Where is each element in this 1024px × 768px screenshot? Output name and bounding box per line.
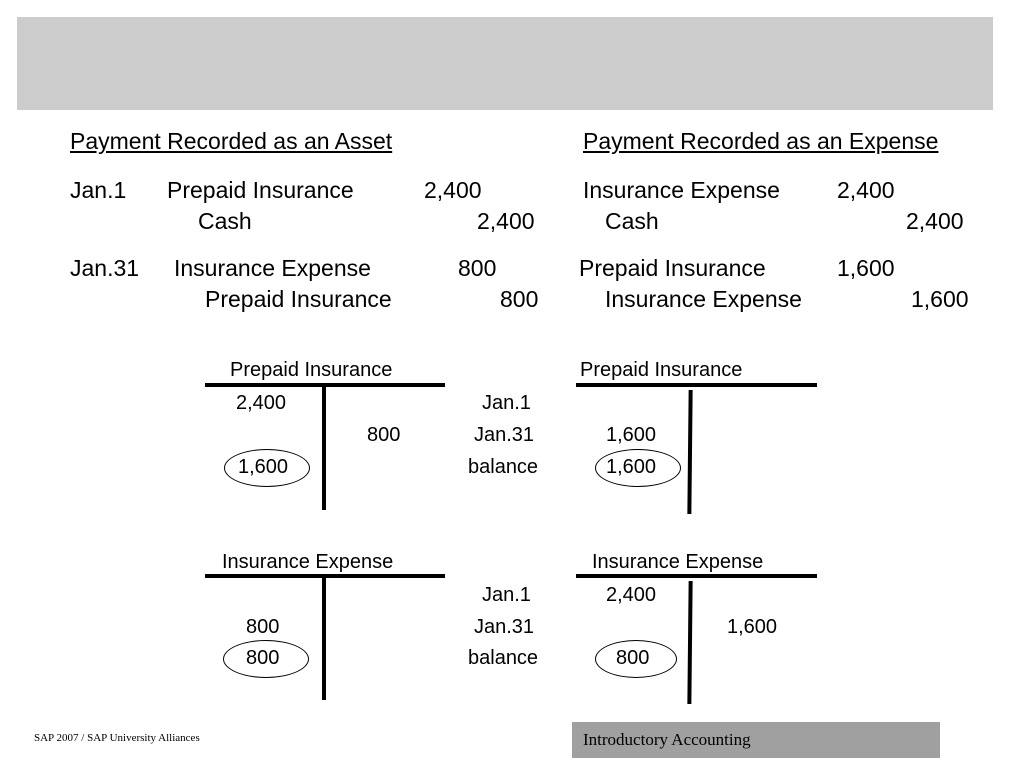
t-balance: 800 [246, 647, 280, 669]
t-account-divider [687, 390, 692, 514]
t-balance: 800 [616, 647, 650, 669]
asset-jan31-debit-account: Insurance Expense [174, 255, 371, 281]
asset-jan31-date: Jan.31 [70, 255, 140, 281]
row-label-balance: balance [468, 647, 539, 669]
t-account-divider [322, 578, 326, 700]
t-account-divider [322, 385, 326, 510]
asset-heading: Payment Recorded as an Asset [70, 128, 393, 154]
footer-credit: SAP 2007 / SAP University Alliances [34, 732, 200, 744]
row-label-jan31: Jan.31 [474, 424, 535, 446]
expense-jan31-credit-amount: 1,600 [911, 286, 969, 312]
expense-heading: Payment Recorded as an Expense [583, 128, 939, 154]
row-label-balance: balance [468, 456, 539, 478]
expense-jan1-credit-account: Cash [605, 208, 659, 234]
t-account-title: Prepaid Insurance [580, 359, 743, 381]
t-account-title: Insurance Expense [592, 551, 764, 573]
row-label-jan31: Jan.31 [474, 616, 535, 638]
footer-course-box [572, 722, 940, 758]
expense-jan1-debit-account: Insurance Expense [583, 177, 780, 203]
row-label-jan1: Jan.1 [482, 584, 531, 606]
t-debit-jan1: 2,400 [236, 392, 287, 414]
expense-jan1-debit-amount: 2,400 [837, 177, 895, 203]
t-debit-jan1: 2,400 [606, 584, 657, 606]
asset-jan1-debit-amount: 2,400 [424, 177, 482, 203]
t-credit-jan31: 800 [367, 424, 401, 446]
asset-jan31-debit-amount: 800 [458, 255, 497, 281]
asset-jan31-credit-account: Prepaid Insurance [205, 286, 392, 312]
asset-jan1-debit-account: Prepaid Insurance [167, 177, 354, 203]
t-account-divider [687, 581, 692, 704]
t-balance: 1,600 [238, 456, 289, 478]
t-debit-jan31: 800 [246, 616, 280, 638]
t-account-title: Insurance Expense [222, 551, 394, 573]
expense-jan31-credit-account: Insurance Expense [605, 286, 802, 312]
asset-jan1-credit-amount: 2,400 [477, 208, 535, 234]
t-account-top-line [576, 574, 817, 578]
expense-jan31-debit-account: Prepaid Insurance [579, 255, 766, 281]
t-credit-jan31: 1,600 [727, 616, 778, 638]
asset-jan1-credit-account: Cash [198, 208, 252, 234]
t-debit-jan31: 1,600 [606, 424, 657, 446]
footer-course-label: Introductory Accounting [583, 730, 751, 749]
expense-jan31-debit-amount: 1,600 [837, 255, 895, 281]
t-account-top-line [576, 383, 817, 387]
header-bar [17, 17, 993, 110]
t-account-title: Prepaid Insurance [230, 359, 393, 381]
asset-jan1-date: Jan.1 [70, 177, 127, 203]
asset-jan31-credit-amount: 800 [500, 286, 539, 312]
row-label-jan1: Jan.1 [482, 392, 531, 414]
expense-jan1-credit-amount: 2,400 [906, 208, 964, 234]
t-balance: 1,600 [606, 456, 657, 478]
